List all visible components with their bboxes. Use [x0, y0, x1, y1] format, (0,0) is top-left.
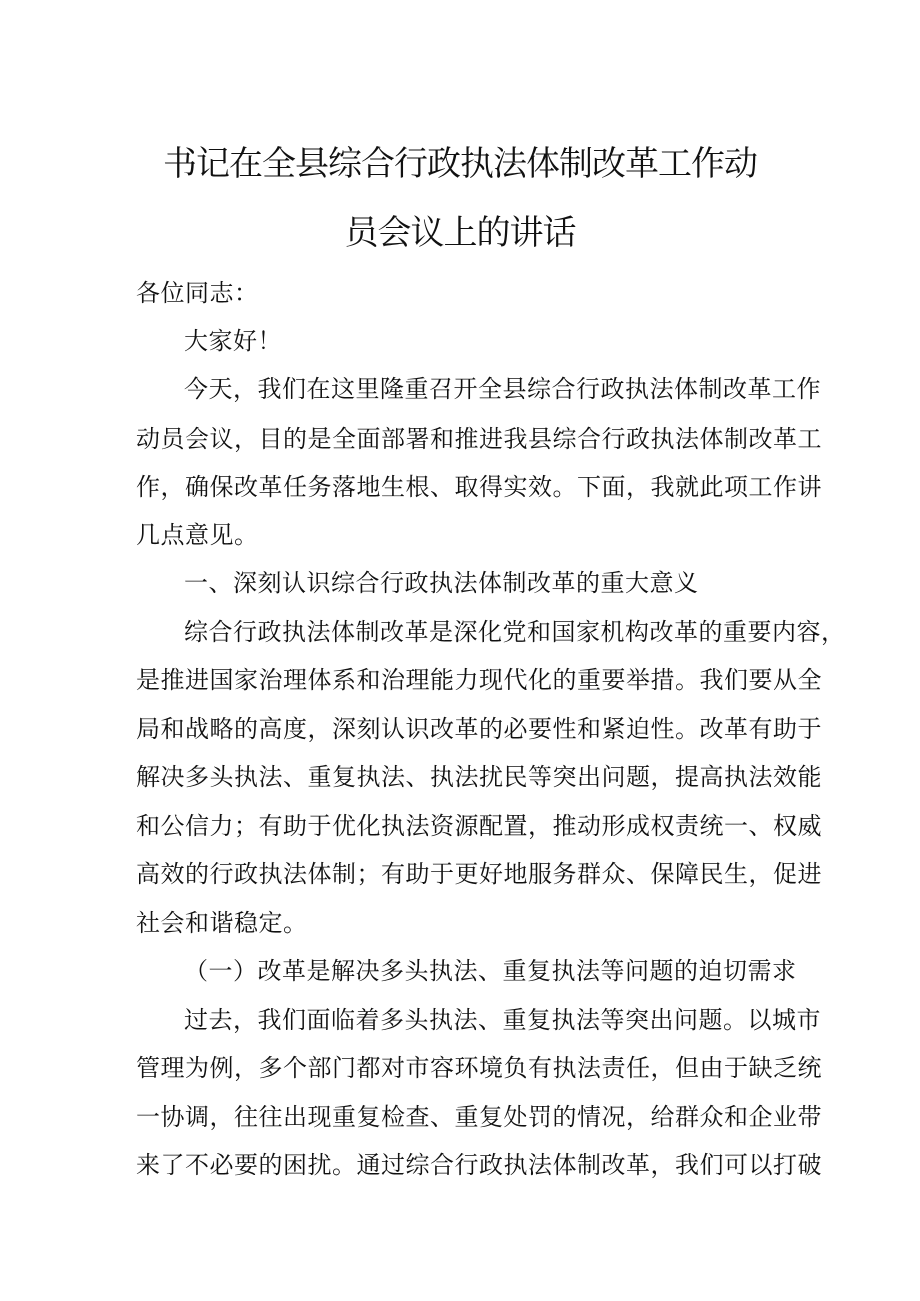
subsection-heading-1: （一）改革是解决多头执法、重复执法等问题的迫切需求	[184, 957, 797, 985]
subsection1-line: 来了不必要的困扰。通过综合行政执法体制改革，我们可以打破	[136, 1151, 822, 1179]
greeting: 大家好！	[184, 327, 282, 355]
section1-line: 社会和谐稳定。	[136, 909, 308, 937]
section1-line: 是推进国家治理体系和治理能力现代化的重要举措。我们要从全	[136, 666, 822, 694]
section1-line: 高效的行政执法体制；有助于更好地服务群众、保障民生，促进	[136, 860, 822, 888]
document-title-line-2: 员会议上的讲话	[344, 213, 576, 253]
intro-line: 作，确保改革任务落地生根、取得实效。下面，我就此项工作讲	[136, 473, 822, 501]
intro-line: 动员会议，目的是全面部署和推进我县综合行政执法体制改革工	[136, 425, 822, 453]
section-heading-1: 一、深刻认识综合行政执法体制改革的重大意义	[184, 569, 699, 597]
subsection1-line: 一协调，往往出现重复检查、重复处罚的情况，给群众和企业带	[136, 1103, 822, 1131]
subsection1-line: 过去，我们面临着多头执法、重复执法等突出问题。以城市	[184, 1006, 821, 1034]
intro-line: 几点意见。	[136, 521, 259, 549]
section1-line: 局和战略的高度，深刻认识改革的必要性和紧迫性。改革有助于	[136, 715, 822, 743]
section1-line: 解决多头执法、重复执法、执法扰民等突出问题，提高执法效能	[136, 763, 822, 791]
subsection1-line: 管理为例，多个部门都对市容环境负有执法责任，但由于缺乏统	[136, 1054, 822, 1082]
document-title-line-1: 书记在全县综合行政执法体制改革工作动	[163, 144, 757, 184]
section1-line: 综合行政执法体制改革是深化党和国家机构改革的重要内容，	[184, 618, 846, 646]
salutation: 各位同志：	[136, 279, 259, 307]
section1-line: 和公信力；有助于优化执法资源配置，推动形成权责统一、权威	[136, 812, 822, 840]
intro-line: 今天，我们在这里隆重召开全县综合行政执法体制改革工作	[184, 375, 821, 403]
